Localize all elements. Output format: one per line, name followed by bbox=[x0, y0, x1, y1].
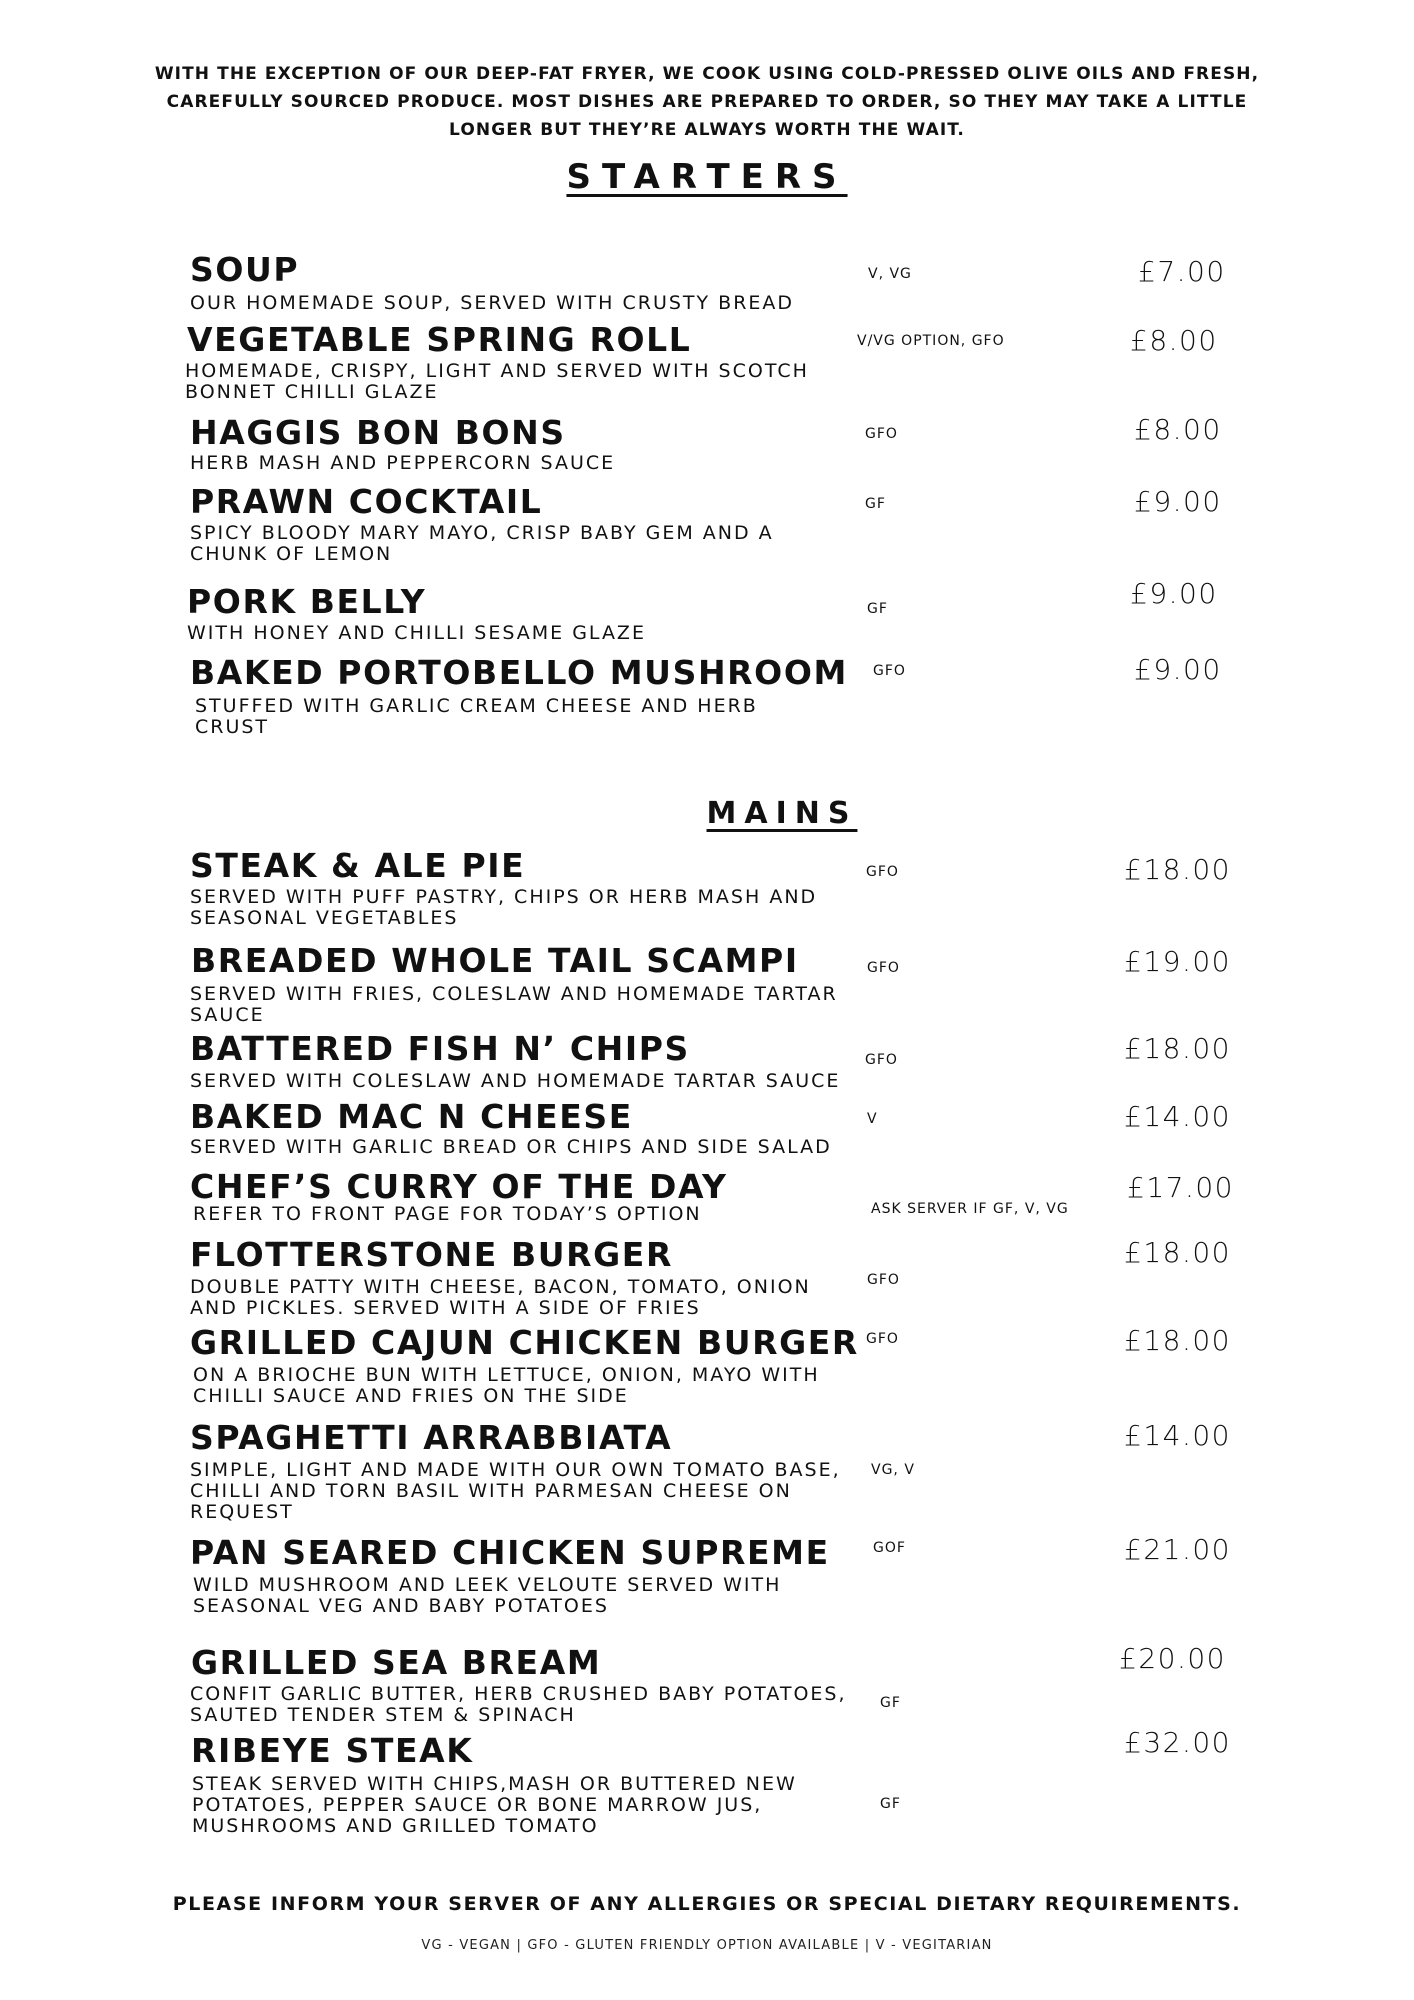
item-dietary: V bbox=[867, 1111, 878, 1127]
item-price: £9.00 bbox=[1134, 653, 1222, 686]
item-price: £18.00 bbox=[1124, 1236, 1231, 1269]
item-price: £21.00 bbox=[1124, 1533, 1231, 1566]
item-dietary: GFO bbox=[866, 1331, 899, 1347]
item-dietary: GFO bbox=[865, 426, 898, 442]
item-name: PAN SEARED CHICKEN SUPREME bbox=[190, 1533, 830, 1572]
item-price: £19.00 bbox=[1124, 945, 1231, 978]
item-dietary: GFO bbox=[873, 663, 906, 679]
item-description: STUFFED WITH GARLIC CREAM CHEESE AND HERB CRUST bbox=[195, 695, 758, 738]
item-description: WILD MUSHROOM AND LEEK VELOUTE SERVED WITH SEASONAL VEG AND BABY POTATOES bbox=[193, 1574, 782, 1617]
item-name: BAKED PORTOBELLO MUSHROOM bbox=[190, 653, 848, 692]
mains-heading bbox=[0, 796, 1414, 831]
item-price: £14.00 bbox=[1124, 1419, 1231, 1452]
item-description: SERVED WITH GARLIC BREAD OR CHIPS AND SIDE SALAD bbox=[190, 1136, 832, 1158]
item-description: SERVED WITH PUFF PASTRY, CHIPS OR HERB MASH AND SEASONAL VEGETABLES bbox=[190, 886, 818, 929]
item-description: STEAK SERVED WITH CHIPS,MASH OR BUTTERED NEW POTATOES, PEPPER SAUCE OR BONE MARROW JUS, MUSHROOMS AND GRILLED TOMATO bbox=[192, 1773, 797, 1837]
item-name: PRAWN COCKTAIL bbox=[190, 482, 543, 521]
item-price: £18.00 bbox=[1124, 1324, 1231, 1357]
item-name: HAGGIS BON BONS bbox=[190, 413, 566, 452]
item-price: £17.00 bbox=[1127, 1171, 1234, 1204]
item-name: FLOTTERSTONE BURGER bbox=[190, 1235, 673, 1274]
item-name: STEAK & ALE PIE bbox=[190, 846, 526, 885]
item-dietary: V/VG OPTION, GFO bbox=[857, 333, 1005, 349]
item-name: BAKED MAC N CHEESE bbox=[190, 1097, 633, 1136]
item-price: £32.00 bbox=[1124, 1726, 1231, 1759]
item-description: REFER TO FRONT PAGE FOR TODAY’S OPTION bbox=[193, 1203, 702, 1225]
item-description: SIMPLE, LIGHT AND MADE WITH OUR OWN TOMATO BASE, CHILLI AND TORN BASIL WITH PARMESAN CHEESE ON REQUEST bbox=[190, 1459, 841, 1523]
item-description: CONFIT GARLIC BUTTER, HERB CRUSHED BABY POTATOES, SAUTED TENDER STEM & SPINACH bbox=[190, 1683, 847, 1726]
intro-text: WITH THE EXCEPTION OF OUR DEEP-FAT FRYER, WE COOK USING COLD-PRESSED OLIVE OILS AND FRESH, CAREFULLY SOURCED PRODUCE. MOST DISHES ARE PREPARED TO ORDER, SO THEY MAY TAKE A LITTLE LONGER BUT THEY’RE ALWAYS WORTH THE WAIT. bbox=[154, 64, 1260, 140]
dietary-key: VG - VEGAN | GFO - GLUTEN FRIENDLY OPTION AVAILABLE | V - VEGITARIAN bbox=[421, 1938, 993, 1953]
starters-heading bbox=[0, 157, 1414, 197]
item-price: £8.00 bbox=[1134, 413, 1222, 446]
allergy-notice: PLEASE INFORM YOUR SERVER OF ANY ALLERGIES OR SPECIAL DIETARY REQUIREMENTS. bbox=[172, 1893, 1242, 1915]
item-dietary: GFO bbox=[867, 1272, 900, 1288]
item-name: GRILLED SEA BREAM bbox=[191, 1643, 602, 1682]
item-dietary: GF bbox=[867, 601, 888, 617]
item-price: £18.00 bbox=[1124, 853, 1231, 886]
item-name: SOUP bbox=[190, 250, 300, 289]
item-dietary: GFO bbox=[866, 864, 899, 880]
item-dietary: VG, V bbox=[871, 1462, 915, 1478]
item-dietary: GF bbox=[880, 1796, 901, 1812]
item-price: £9.00 bbox=[1130, 577, 1218, 610]
item-description: WITH HONEY AND CHILLI SESAME GLAZE bbox=[187, 622, 646, 644]
item-name: GRILLED CAJUN CHICKEN BURGER bbox=[190, 1323, 859, 1362]
item-name: VEGETABLE SPRING ROLL bbox=[187, 320, 692, 359]
item-dietary: GOF bbox=[873, 1540, 906, 1556]
item-description: HOMEMADE, CRISPY, LIGHT AND SERVED WITH SCOTCH BONNET CHILLI GLAZE bbox=[185, 360, 809, 403]
item-description: SERVED WITH COLESLAW AND HOMEMADE TARTAR SAUCE bbox=[190, 1070, 841, 1092]
item-name: CHEF’S CURRY OF THE DAY bbox=[190, 1167, 728, 1206]
item-description: SERVED WITH FRIES, COLESLAW AND HOMEMADE TARTAR SAUCE bbox=[190, 983, 838, 1026]
item-dietary: GF bbox=[880, 1695, 901, 1711]
item-name: BATTERED FISH N’ CHIPS bbox=[190, 1029, 690, 1068]
item-dietary: ASK SERVER IF GF, V, VG bbox=[871, 1201, 1069, 1217]
item-price: £20.00 bbox=[1119, 1642, 1226, 1675]
item-name: RIBEYE STEAK bbox=[191, 1731, 474, 1770]
item-name: PORK BELLY bbox=[187, 582, 427, 621]
item-description: ON A BRIOCHE BUN WITH LETTUCE, ONION, MAYO WITH CHILLI SAUCE AND FRIES ON THE SIDE bbox=[193, 1364, 820, 1407]
starters-heading-text: STARTERS bbox=[566, 157, 848, 197]
item-description: HERB MASH AND PEPPERCORN SAUCE bbox=[190, 452, 616, 474]
item-price: £7.00 bbox=[1138, 255, 1226, 288]
item-description: DOUBLE PATTY WITH CHEESE, BACON, TOMATO, ONION AND PICKLES. SERVED WITH A SIDE OF FRIES bbox=[190, 1276, 811, 1319]
item-description: SPICY BLOODY MARY MAYO, CRISP BABY GEM AND A CHUNK OF LEMON bbox=[190, 522, 774, 565]
item-dietary: GFO bbox=[865, 1052, 898, 1068]
item-description: OUR HOMEMADE SOUP, SERVED WITH CRUSTY BREAD bbox=[190, 292, 795, 314]
mains-heading-text: MAINS bbox=[706, 796, 858, 831]
item-name: BREADED WHOLE TAIL SCAMPI bbox=[191, 941, 799, 980]
item-dietary: GF bbox=[865, 496, 886, 512]
item-price: £14.00 bbox=[1124, 1100, 1231, 1133]
item-dietary: V, VG bbox=[868, 266, 912, 282]
item-price: £9.00 bbox=[1134, 485, 1222, 518]
item-name: SPAGHETTI ARRABBIATA bbox=[190, 1418, 673, 1457]
item-dietary: GFO bbox=[867, 960, 900, 976]
item-price: £18.00 bbox=[1124, 1032, 1231, 1065]
item-price: £8.00 bbox=[1130, 324, 1218, 357]
